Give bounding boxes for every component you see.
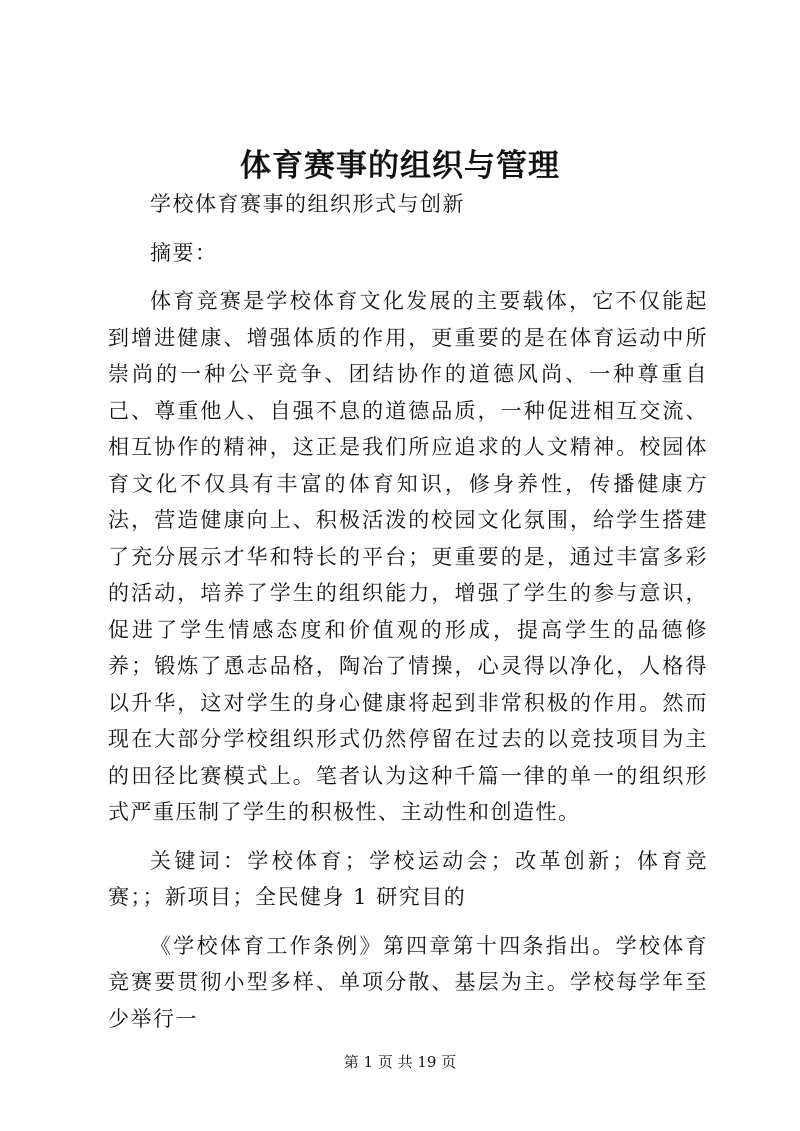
abstract-paragraph: 体育竞赛是学校体育文化发展的主要载体，它不仅能起到增进健康、增强体质的作用，更重要的是在体育运动中所崇尚的一种公平竞争、团结协作的道德风尚、一种尊重自己、尊重他人、自强不息的道德品质，一种促进相互交流、相互协作的精神，这正是我们所应追求的人文精神。校园体育文化不仅具有丰富的体育知识，修身养性，传播健康方法，营造健康向上、积极活泼的校园文化氛围，给学生搭建了充分展示才华和特长的平台；更重要的是，通过丰富多彩的活动，培养了学生的组织能力，增强了学生的参与意识，促进了学生情感态度和价值观的形成，提高学生的品德修养；锻炼了恿志品格，陶冶了情操，心灵得以净化，人格得以升华，这对学生的身心健康将起到非常积极的作用。然而现在大部分学校组织形式仍然停留在过去的以竞技项目为主的田径比赛模式上。笔者认为这种千篇一律的单一的组织形式严重压制了学生的积极性、主动性和创造性。 <box>108 289 708 824</box>
document-body <box>108 186 708 1037</box>
keywords-paragraph: 关键词：学校体育；学校运动会；改革创新；体育竞赛；；新项目；全民健身 1 研究目的 <box>108 848 708 909</box>
page-footer: 第 1 页 共 19 页 <box>343 1053 457 1071</box>
body-paragraph: 《学校体育工作条例》第四章第十四条指出。学校体育竞赛要贯彻小型多样、单项分散、基层为主。学校每学年至少举行一 <box>108 933 708 1031</box>
document-title: 体育赛事的组织与管理 <box>240 148 560 184</box>
abstract-label: 摘要： <box>150 240 218 265</box>
subtitle: 学校体育赛事的组织形式与创新 <box>150 192 465 216</box>
